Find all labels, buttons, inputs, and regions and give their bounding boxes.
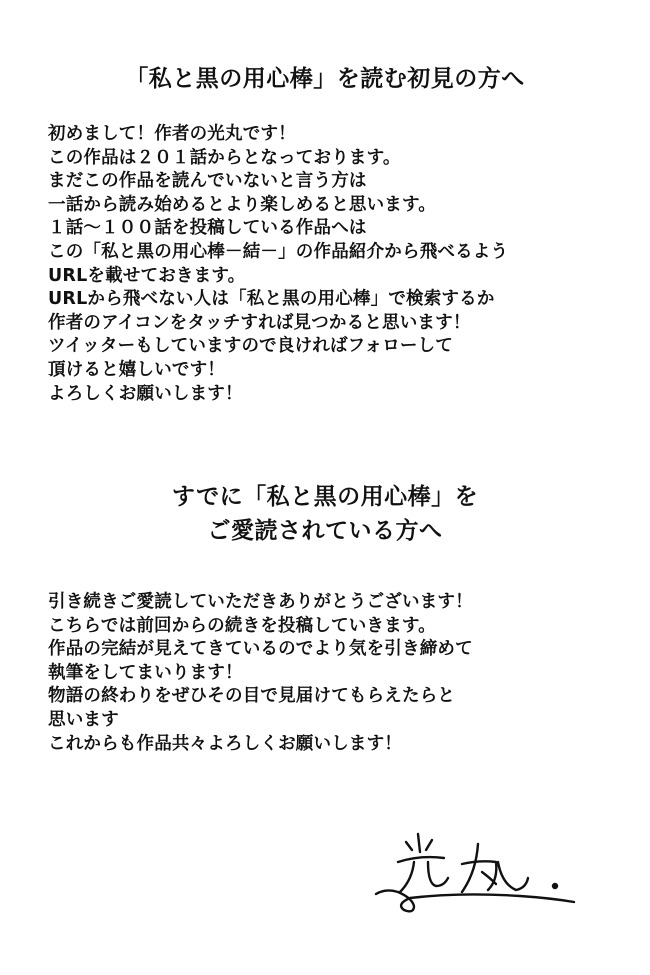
message-line: 思います: [48, 709, 119, 730]
message-line: URLから飛べない人は「私と黒の用心棒」で検索するか: [48, 289, 495, 310]
message-line: これからも作品共々よろしくお願いします！: [48, 733, 402, 754]
heading-line: すでに「私と黒の用心棒」を: [171, 484, 479, 510]
message-line: 作者のアイコンをタッチすれば見つかると思います！: [48, 312, 471, 333]
message-line: 執筆をしてまいります！: [48, 662, 243, 683]
heading-existing-readers: [0, 480, 650, 548]
existing-readers-message: [48, 591, 628, 756]
message-line: 引き続きご愛読していただきありがとうございます！: [48, 592, 473, 612]
message-line: ツイッターもしていますので良ければフォローして: [48, 336, 453, 357]
heading-first-time-readers: 「私と黒の用心棒」を読む初見の方へ: [125, 66, 525, 92]
message-line: よろしくお願いします！: [48, 383, 243, 404]
first-time-readers-message: [48, 123, 628, 406]
message-line: 一話から読み始めるとより楽しめると思います。: [48, 194, 436, 215]
message-line: １話〜１００話を投稿している作品へは: [48, 218, 367, 239]
message-line: 頂けると嬉しいです！: [48, 359, 225, 380]
message-line: こちらでは前回からの続きを投稿していきます。: [48, 615, 436, 636]
message-line: 物語の終わりをぜひその目で見届けてもらえたらと: [48, 686, 456, 707]
message-line: この作品は２０１話からとなっております。: [48, 147, 401, 168]
message-line: この「私と黒の用心棒－結－」の作品紹介から飛べるよう: [48, 241, 509, 262]
message-line: URLを載せておきます。: [48, 265, 246, 286]
author-signature: [370, 822, 580, 917]
message-line: まだこの作品を読んでいないと言う方は: [48, 171, 367, 192]
message-line: 作品の完結が見えてきているのでより気を引き締めて: [48, 639, 473, 660]
heading-line: ご愛読されている方へ: [207, 518, 443, 544]
message-line: 初めまして！作者の光丸です！: [48, 124, 296, 144]
